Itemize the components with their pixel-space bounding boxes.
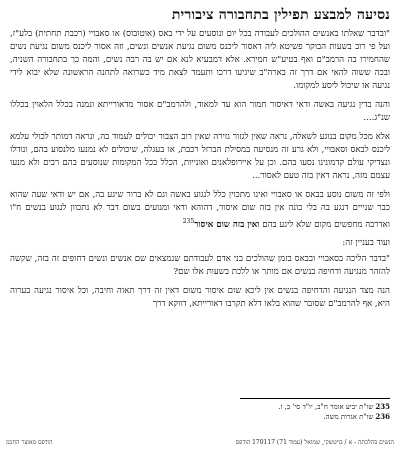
paragraph-2: והנה בדין נגיעה באשה ודאי דאיסור חמור הוא עד למאוד, ולהרמב"ם אסור מדאורייתא ונמנה בכלל הלאוין בכללו שנ"ג.... [10,100,390,123]
footer-right: הנשים בהלכתה - א / בויטשקי, שמואל (עמוד 71) 170117 הודפס [235,439,394,446]
footnote-text: שו"ת אגרות משה. [323,413,374,421]
footer-left: הודפס מאוצר החכמ [6,439,53,446]
footnote-number: 236 [375,412,390,421]
footnote-1 [240,402,390,412]
paragraph-5: ועוד בעניין זה: [342,237,390,248]
footnote-ref: 235 [182,218,195,225]
footnote-number: 235 [375,402,390,411]
footnotes [240,398,390,422]
paragraph-4 [10,189,390,232]
paragraph-1: "ובדבר שאלתו באנשים ההולכים לעבודה בכל יום ונוסעים על ידי באס (אוטובוס) או סאבויי (רכבת תחתית) בלע"ז, ועל פי רוב בשעות הבוקר פשיטא ליה דאסור ליכנס משום נגיעת אנשים ונשים, וזה אסור ליכנס משום נגיעת נשים שהחמירו בה הרמב"ם ואף בטיע"ש חמירא. אלא דמבעיא לנא אם יש בה רבה נשים, והמה כך בתחבורה השניה, ובכה ששוה להאי אם דרך זה בארה"ב שיגיעו דרכו ותעמד לצאת מיד כשרואה לתחנה הראשונה שלא יבוא לידי נגיעה או שיכול ליסע למקומו. [10,29,390,91]
footnote-text: שו"ת יביע אומר ח"ב, יו"ד סי' ב, ז. [278,403,374,411]
paragraph-4-text: ולפי זה משום נוסע בבאס או סאבויי ואינו מתכוין כלל לנגוע באשה וגם לא ברור שיגע בה, אם יש ודאי שעה שהוא כבר שנייים דנגע בה בלי כונה אין בזה שום איסור, דהוהא ודאי ומנועים בשום דבר לא נתכוון לנגוע בנשים ח"ו ואדרבה מחפשים מקום שלא ליגע בהם [10,190,390,230]
paragraph-6: "בדבר הליכה בסאבויי ובבאס בזמן שהולכים בני אדם לעבודתם שנמצאים שם אנשים ונשים דחופים זה בזה, שקשה להזהר מנגיעה ודחיפה בנשים אם מותר או ללכת בשעות אלו שם? [10,253,390,277]
paragraph-3: אלא מכל מקום בנוגע לשאלה, נראה שאין לגזור גזירה שאין רוב הצבור יכולים לעמוד בה, ונראה דמותר לכולי עלמא ליכנס לבאס וסאבויי, ולא גרע זה מנסיעה במסילת הברזל רכבת, או בעגלה, שיכולים לא נמנעו מלנסוע בהם, ונודלו ונצדיקי עולם קדמונינו נסעו בהם. וכן על איירופלאנים ואונייות, הכלל בכל המקומות שנוסעים בהם רבים ולא מנעו עצמם מזה, נראה דאין בזה טעם לאסור... [10,132,390,181]
emphasis-text: ואין בזה שום איסור [194,219,260,230]
page-footer [6,438,394,450]
paragraph-7: הנה מצד הנגיעה והדחיפה בנשים אין ליכא שום איסור משום דאין זה דרך תאוה וחיבה, וכל איסור נגיעה בערוה היא, אף להרמב"ם שסובר שהוא בלאו דלא תקרבו דאורייתא, דווקא דרך [10,285,390,309]
page-title: נסיעה למבצע תפילין בתחבורה ציבורית [171,7,390,23]
footnote-2 [240,412,390,422]
